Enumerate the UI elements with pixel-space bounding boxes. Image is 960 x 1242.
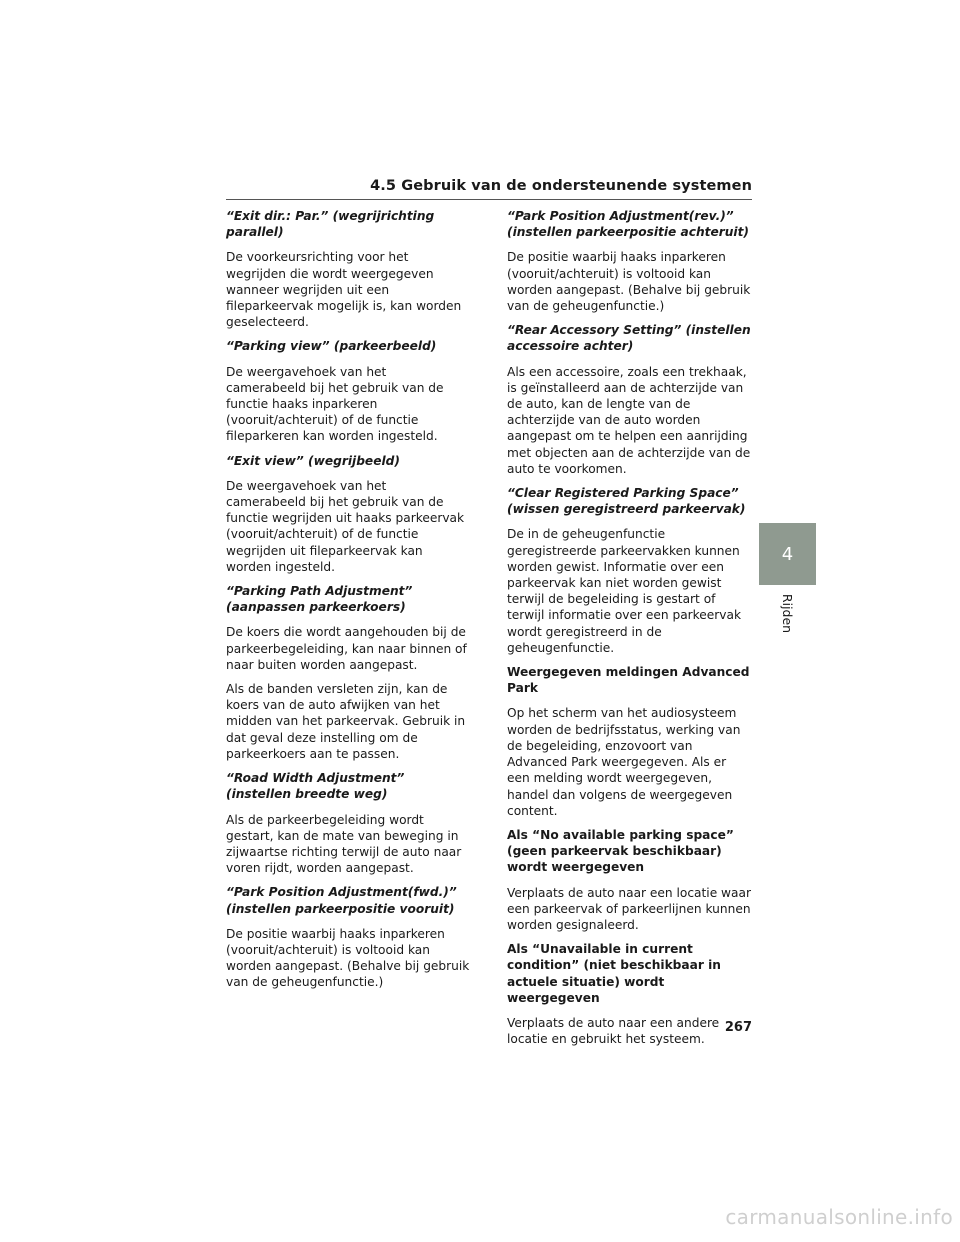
heading-road-width: “Road Width Adjustment” (instellen breedte weg) <box>226 771 405 802</box>
para-no-space: Verplaats de auto naar een locatie waar een parkeervak of parkeerlijnen kunnen worden gesignaleerd. <box>507 885 751 932</box>
heading-exit-dir: “Exit dir.: Par.” (wegrijrichting parallel) <box>226 209 435 240</box>
left-column <box>226 208 470 999</box>
heading-no-space: Als “No available parking space” (geen parkeervak beschikbaar) wordt weergegeven <box>507 827 734 875</box>
para-exit-dir: De voorkeursrichting voor het wegrijden die wordt weergegeven wanneer wegrijden uit een fileparkeervak mogelijk is, kan worden geselecteerd. <box>226 250 462 330</box>
heading-messages: Weergegeven meldingen Advanced Park <box>507 665 750 696</box>
para-parking-path-2: Als de banden versleten zijn, kan de koers van de auto afwijken van het midden van het parkeervak. Gebruik in dat geval deze instelling om de parkeerkoers aan te passen. <box>226 682 466 761</box>
page-number: 267 <box>724 1020 752 1035</box>
para-park-position-rev: De positie waarbij haaks inparkeren (vooruit/achteruit) is voltooid kan worden aangepast. (Behalve bij gebruik van de geheugenfunctie.) <box>507 250 751 314</box>
para-exit-view: De weergavehoek van het camerabeeld bij het gebruik van de functie wegrijden uit haaks parkeervak (vooruit/achteruit) of de functie wegrijden uit fileparkeervak kan worden ingesteld. <box>226 478 465 574</box>
heading-clear-registered: “Clear Registered Parking Space” (wissen geregistreerd parkeervak) <box>507 486 746 517</box>
para-unavailable: Verplaats de auto naar een andere locatie en gebruikt het systeem. <box>507 1015 720 1047</box>
chapter-label-container <box>770 590 806 636</box>
right-column <box>507 208 751 1055</box>
para-park-position-fwd: De positie waarbij haaks inparkeren (vooruit/achteruit) is voltooid kan worden aangepast. (Behalve bij gebruik van de geheugenfunctie.) <box>226 926 470 990</box>
watermark: carmanualsonline.info <box>725 1205 953 1229</box>
heading-park-position-rev: “Park Position Adjustment(rev.)” (instellen parkeerpositie achteruit) <box>507 209 749 240</box>
section-header: 4.5 Gebruik van de ondersteunende systemen <box>370 178 752 194</box>
para-messages: Op het scherm van het audiosysteem worden de bedrijfsstatus, werking van de begeleiding, enzovoort van Advanced Park weergegeven. Als er een melding wordt weergegeven, handel dan volgens de weergegeven content. <box>507 706 741 818</box>
heading-exit-view: “Exit view” (wegrijbeeld) <box>226 453 400 468</box>
chapter-number: 4 <box>781 543 794 565</box>
para-clear-registered: De in de geheugenfunctie geregistreerde parkeervakken kunnen worden gewist. Informatie over een parkeervak kan niet worden gewist terwijl de begeleiding is gestart of terwijl informatie over een parkeervak wordt geregistreerd in de geheugenfunctie. <box>507 527 742 655</box>
chapter-tab <box>759 523 816 585</box>
para-road-width: Als de parkeerbegeleiding wordt gestart, kan de mate van beweging in zijwaartse richting terwijl de auto naar voren rijdt, worden aangepast. <box>226 812 462 876</box>
heading-parking-path: “Parking Path Adjustment” (aanpassen parkeerkoers) <box>226 584 413 615</box>
heading-rear-accessory: “Rear Accessory Setting” (instellen accessoire achter) <box>507 323 751 354</box>
heading-park-position-fwd: “Park Position Adjustment(fwd.)” (instellen parkeerpositie vooruit) <box>226 885 457 916</box>
para-rear-accessory: Als een accessoire, zoals een trekhaak, is geïnstalleerd aan de achterzijde van de auto, kan de lengte van de achterzijde van de auto worden aangepast om te helpen een aanrijding met objecten aan de achterzijde van de auto te voorkomen. <box>507 364 751 476</box>
para-parking-view: De weergavehoek van het camerabeeld bij het gebruik van de functie haaks inparkeren (vooruit/achteruit) of de functie fileparkeren kan worden ingesteld. <box>226 364 444 444</box>
chapter-label: Rijden <box>780 593 796 633</box>
heading-unavailable: Als “Unavailable in current condition” (niet beschikbaar in actuele situatie) wordt weergegeven <box>507 942 721 1005</box>
header-divider <box>226 199 752 200</box>
heading-parking-view: “Parking view” (parkeerbeeld) <box>226 339 437 354</box>
para-parking-path-1: De koers die wordt aangehouden bij de parkeerbegeleiding, kan naar binnen of naar buiten worden aangepast. <box>226 625 467 672</box>
